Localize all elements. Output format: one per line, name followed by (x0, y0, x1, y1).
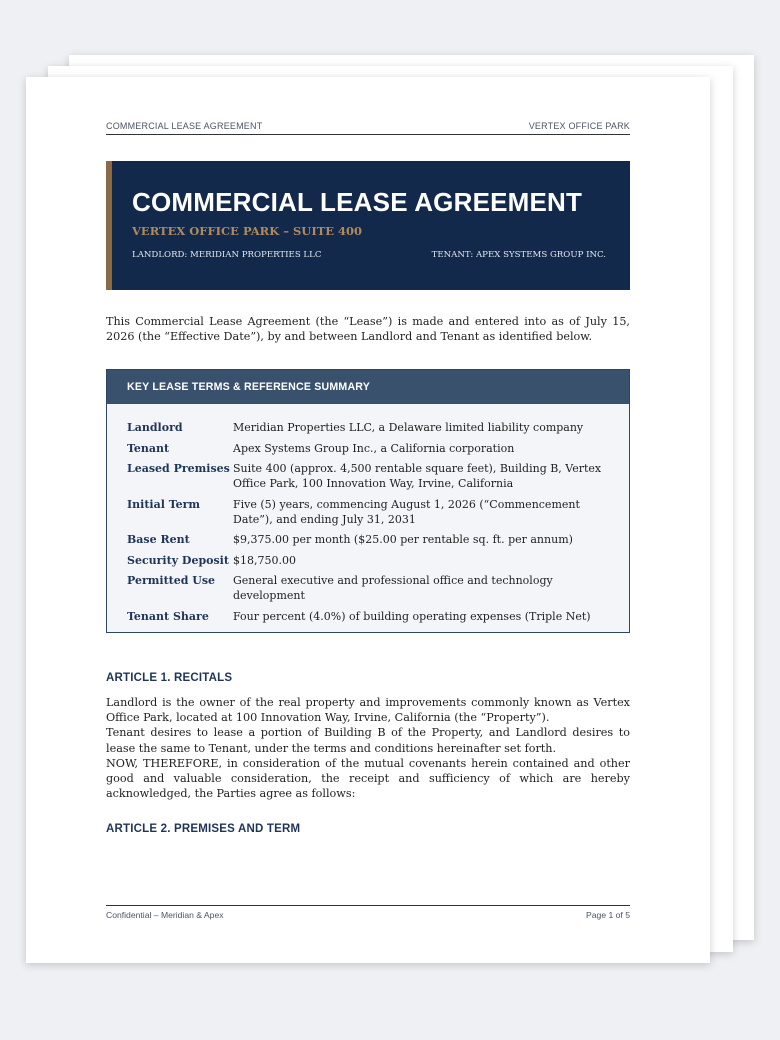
term-row-leased-premises (127, 461, 611, 491)
banner-landlord: LANDLORD: MERIDIAN PROPERTIES LLC (132, 250, 322, 260)
term-label: Initial Term (127, 497, 201, 511)
term-row-base-rent (127, 532, 611, 547)
term-label: Base Rent (127, 533, 190, 546)
terms-list (127, 420, 611, 629)
term-value: Apex Systems Group Inc., a California corporation (233, 441, 515, 455)
term-label: Landlord (127, 421, 183, 434)
running-header-left: COMMERCIAL LEASE AGREEMENT (106, 121, 263, 131)
term-value: $9,375.00 per month ($25.00 per rentable sq. ft. per annum) (233, 533, 573, 546)
article-1-paragraph: Tenant desires to lease a portion of Building B of the Property, and Landlord desires to lease the same to Tenant, under the terms and conditions hereinafter set forth. (106, 726, 630, 755)
summary-heading: KEY LEASE TERMS & REFERENCE SUMMARY (107, 370, 629, 404)
key-terms-summary-box (106, 369, 630, 633)
term-label: Tenant (127, 441, 170, 455)
term-row-initial-term (127, 497, 611, 527)
term-row-tenant-share (127, 609, 611, 624)
term-value: Four percent (4.0%) of building operating expenses (Triple Net) (233, 609, 591, 623)
running-header-right: VERTEX OFFICE PARK (528, 121, 630, 131)
term-value: Meridian Properties LLC, a Delaware limited liability company (233, 421, 584, 434)
page-footer (106, 905, 630, 920)
article-1-body (106, 695, 630, 801)
footer-left: Confidential – Meridian & Apex (106, 910, 224, 920)
article-1-paragraph: NOW, THEREFORE, in consideration of the mutual covenants herein contained and other good and valuable consideration, the receipt and sufficiency of which are hereby acknowledged, the Parties agree as follows: (106, 756, 630, 801)
document-page (26, 77, 710, 963)
intro-paragraph: This Commercial Lease Agreement (the “Lease”) is made and entered into as of July 15, 2026 (the “Effective Date”), by and between Landlord and Tenant as identified below. (106, 315, 630, 343)
article-1-paragraph: Landlord is the owner of the real property and improvements commonly known as Vertex Office Park, located at 100 Innovation Way, Irvine, California (the “Property”). (106, 696, 630, 725)
term-value: $18,750.00 (233, 553, 296, 567)
document-title: COMMERCIAL LEASE AGREEMENT (132, 187, 583, 217)
title-banner (106, 161, 630, 290)
page-number: Page 1 of 5 (586, 910, 630, 920)
term-label: Permitted Use (127, 574, 216, 587)
article-1-heading: ARTICLE 1. RECITALS (106, 672, 233, 684)
term-label: Security Deposit (127, 553, 229, 567)
term-value: General executive and professional office and technology development (233, 574, 553, 602)
document-subtitle: VERTEX OFFICE PARK – SUITE 400 (132, 224, 363, 238)
term-value: Five (5) years, commencing August 1, 2026 (“Commencement Date”), and ending July 31, 2031 (233, 497, 580, 526)
term-value: Suite 400 (approx. 4,500 rentable square feet), Building B, Vertex Office Park, 100 Innovation Way, Irvine, California (233, 462, 602, 490)
term-label: Leased Premises (127, 462, 230, 475)
article-2-heading: ARTICLE 2. PREMISES AND TERM (106, 823, 301, 835)
term-row-permitted-use (127, 573, 611, 603)
term-row-landlord (127, 420, 611, 435)
term-label: Tenant Share (127, 609, 209, 623)
term-row-tenant (127, 441, 611, 456)
running-header (106, 121, 630, 135)
banner-tenant: TENANT: APEX SYSTEMS GROUP INC. (431, 250, 606, 260)
term-row-security-deposit (127, 553, 611, 568)
